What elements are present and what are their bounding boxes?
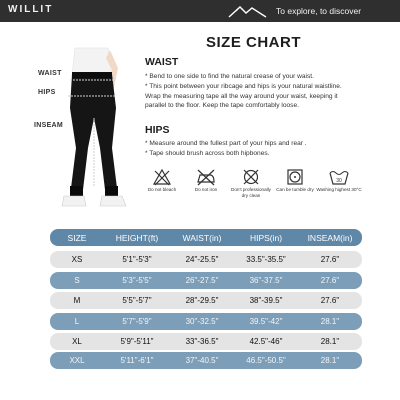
hips-line: * Measure around the fullest part of your hips and rear . — [145, 140, 307, 147]
care-label: Do not bleach — [147, 187, 177, 192]
table-cell: 38"-39.5" — [249, 296, 283, 305]
table-cell: 5'7"-5'9" — [122, 317, 152, 326]
care-label: Do not iron — [194, 187, 218, 192]
column-header: SIZE — [67, 232, 87, 243]
table-cell: S — [74, 276, 80, 285]
figure-label-hips: HIPS — [38, 89, 56, 96]
do-not-dry-clean-icon — [241, 168, 261, 186]
waist-line: * This point between your ribcage and hips is your natural waistline. — [145, 82, 342, 90]
table-row — [50, 313, 362, 330]
care-item-tumble-dry — [272, 168, 318, 193]
column-header: HEIGHT(ft) — [115, 232, 159, 243]
table-cell: 39.5"-42" — [249, 317, 283, 326]
table-cell: 46.5"-50.5" — [246, 356, 286, 365]
table-cell: 30"-32.5" — [185, 317, 219, 326]
table-cell: 28.1" — [320, 356, 340, 365]
table-cell: L — [74, 317, 80, 326]
table-cell: XXL — [69, 356, 85, 365]
top-bar — [0, 0, 400, 22]
table-cell: XS — [71, 255, 83, 264]
waist-heading: WAIST — [145, 56, 179, 68]
figure-label-waist: WAIST — [38, 70, 62, 77]
table-cell: 28.1" — [320, 337, 340, 346]
tumble-dry-icon — [285, 168, 305, 186]
waist-instructions — [145, 72, 385, 111]
table-cell: 5'9"-5'11" — [120, 337, 154, 346]
table-cell: 36"-37.5" — [249, 276, 283, 285]
wash-30-icon — [328, 168, 350, 186]
care-label: Don't professionally dry clean — [231, 187, 271, 198]
table-header-row — [50, 229, 362, 246]
table-cell: XL — [72, 337, 82, 346]
table-row — [50, 272, 362, 289]
table-cell: 5'1"-5'3" — [122, 255, 152, 264]
care-item-wash — [316, 168, 362, 193]
hips-line: * Tape should brush across both hipbones. — [145, 149, 270, 157]
table-cell: 37"-40.5" — [185, 356, 219, 365]
care-label: Can be tumble dry — [276, 187, 314, 192]
waist-line: * Bend to one side to find the natural crease of your waist. — [145, 73, 314, 80]
table-cell: 27.6" — [320, 276, 340, 285]
table-cell: 42.5"-46" — [249, 337, 283, 346]
column-header: INSEAM(in) — [307, 232, 353, 243]
table-cell: 27.6" — [320, 296, 340, 305]
do-not-iron-icon — [195, 168, 217, 186]
table-cell: 33.5"-35.5" — [246, 255, 286, 264]
table-cell: 28.1" — [320, 317, 340, 326]
column-header: WAIST(in) — [182, 232, 222, 243]
mountain-icon — [228, 3, 268, 19]
table-cell: 5'5"-5'7" — [122, 296, 152, 305]
table-cell: 24"-25.5" — [185, 255, 219, 264]
do-not-bleach-icon — [152, 168, 172, 186]
svg-text:30: 30 — [336, 178, 342, 184]
figure-label-inseam: INSEAM — [34, 122, 64, 129]
table-row — [50, 292, 362, 309]
table-cell: 5'11"-6'1" — [120, 356, 154, 365]
waist-line: parallel to the floor. Keep the tape comfortably loose. — [145, 102, 299, 110]
table-cell: 26"-27.5" — [185, 276, 219, 285]
care-item-bleach — [139, 168, 185, 193]
table-cell: 33"-36.5" — [185, 337, 219, 346]
brand-logo: WILLIT — [8, 4, 54, 15]
table-cell: 5'3"-5'5" — [122, 276, 152, 285]
table-row — [50, 333, 362, 350]
column-header: HIPS(in) — [249, 232, 283, 243]
table-row — [50, 251, 362, 268]
table-row — [50, 352, 362, 369]
page-title: SIZE CHART — [206, 34, 301, 51]
table-cell: 27.6" — [320, 255, 340, 264]
care-item-dry-clean — [228, 168, 274, 198]
hips-heading: HIPS — [145, 124, 170, 136]
table-cell: M — [73, 296, 81, 305]
care-item-iron — [183, 168, 229, 193]
hips-instructions — [145, 139, 385, 159]
table-cell: 28"-29.5" — [185, 296, 219, 305]
waist-line: Wrap the measuring tape all the way around your waist, keeping it — [145, 92, 338, 100]
tagline: To explore, to discover — [276, 6, 362, 16]
care-label: Washing highest 30°C — [316, 187, 362, 192]
